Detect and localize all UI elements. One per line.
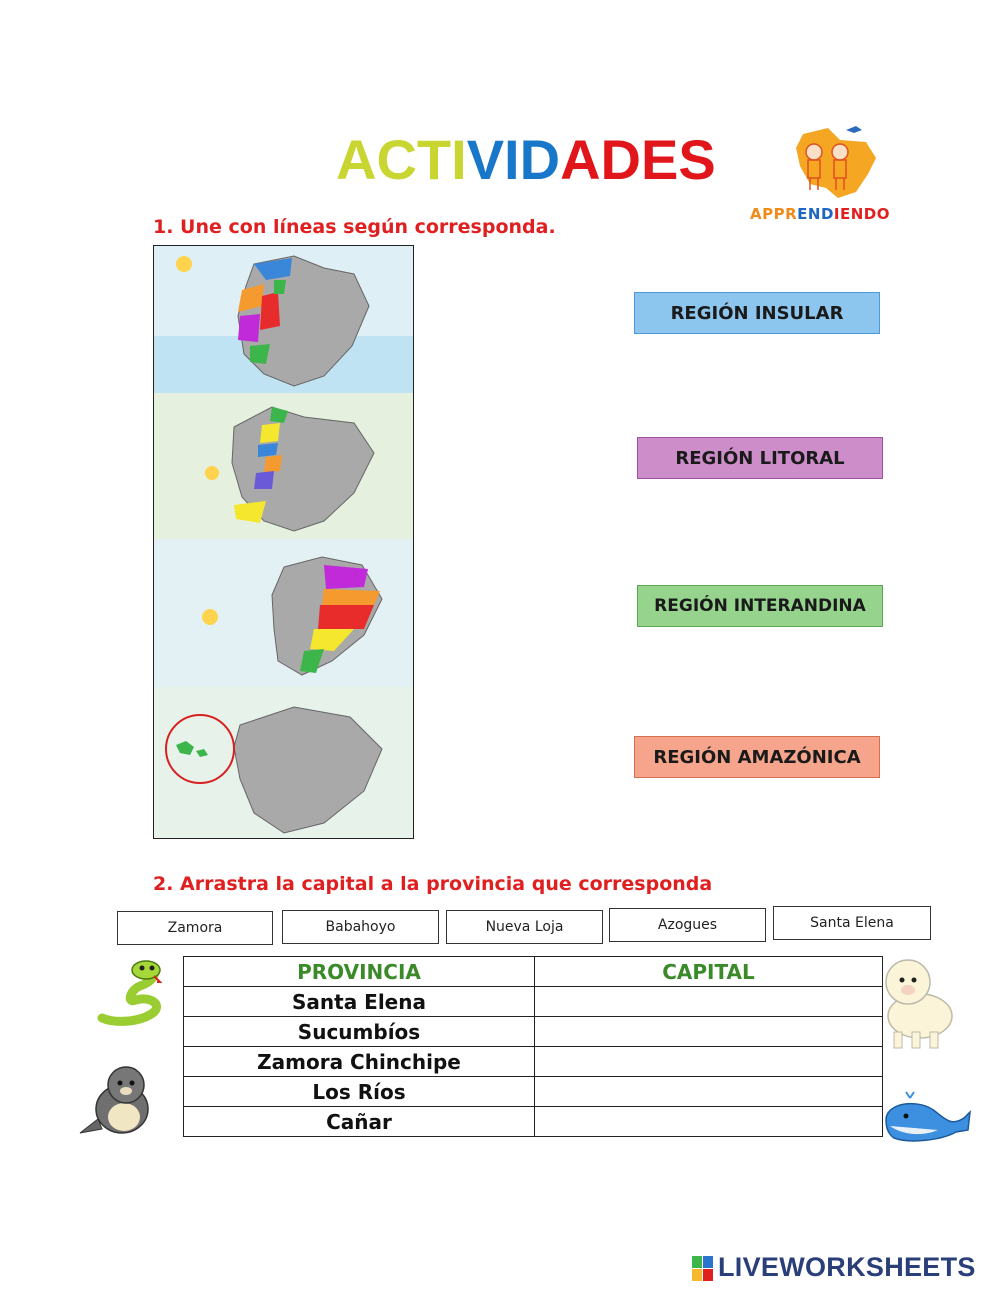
capital-drop-zone[interactable] <box>535 1047 883 1077</box>
province-capital-table <box>183 956 883 1137</box>
region-interandina-label[interactable]: REGIÓN INTERANDINA <box>637 585 883 627</box>
title-letter: T <box>416 128 452 191</box>
province-cell: Los Ríos <box>184 1077 535 1107</box>
region-litoral-label[interactable]: REGIÓN LITORAL <box>637 437 883 479</box>
activity-1-heading: 1. Une con líneas según corresponda. <box>153 216 556 238</box>
title-letter: I <box>451 128 467 191</box>
title-letter: A <box>336 128 377 191</box>
capital-drop-zone[interactable] <box>535 1107 883 1137</box>
table-row <box>184 1107 883 1137</box>
province-cell: Cañar <box>184 1107 535 1137</box>
logo-wordmark <box>750 205 890 223</box>
title-letter: S <box>678 128 716 191</box>
logo-wordmark-part: APPR <box>750 205 798 223</box>
capital-chip-babahoyo[interactable]: Babahoyo <box>282 910 439 944</box>
map-strip <box>153 245 414 839</box>
title-letter: D <box>600 128 641 191</box>
province-cell: Santa Elena <box>184 987 535 1017</box>
capital-chip-santa-elena[interactable]: Santa Elena <box>773 906 931 940</box>
title-letter: C <box>376 128 417 191</box>
seal-icon <box>76 1063 162 1137</box>
province-cell: Sucumbíos <box>184 1017 535 1047</box>
title-letter: D <box>519 128 561 191</box>
page-title <box>336 122 726 198</box>
logo-wordmark-part: IENDO <box>833 205 891 223</box>
liveworksheets-brand: LIVEWORKSHEETS <box>718 1252 976 1282</box>
logo-wordmark-part: END <box>797 205 834 223</box>
liveworksheets-logo-icon <box>692 1256 714 1282</box>
capital-chip-zamora[interactable]: Zamora <box>117 911 273 945</box>
map-panel-interandina[interactable] <box>154 393 413 540</box>
capital-drop-zone[interactable] <box>535 1017 883 1047</box>
table-row <box>184 1017 883 1047</box>
title-letter: V <box>466 128 505 191</box>
logo-map-icon <box>748 122 928 204</box>
map-panel-insular[interactable] <box>154 687 413 838</box>
table-row <box>184 1077 883 1107</box>
map-panel-amazonica[interactable] <box>154 539 413 688</box>
table-header-row <box>184 957 883 987</box>
header-provincia: PROVINCIA <box>184 957 535 987</box>
table-row <box>184 1047 883 1077</box>
table-row <box>184 987 883 1017</box>
region-insular-label[interactable]: REGIÓN INSULAR <box>634 292 880 334</box>
snake-icon <box>96 960 168 1028</box>
map-panel-litoral[interactable] <box>154 246 413 394</box>
region-amazonica-label[interactable]: REGIÓN AMAZÓNICA <box>634 736 880 778</box>
header-capital: CAPITAL <box>535 957 883 987</box>
province-cell: Zamora Chinchipe <box>184 1047 535 1077</box>
capital-chip-azogues[interactable]: Azogues <box>609 908 766 942</box>
capital-drop-zone[interactable] <box>535 987 883 1017</box>
activity-2-heading: 2. Arrastra la capital a la provincia que corresponda <box>153 873 713 895</box>
title-letter: E <box>640 128 679 191</box>
llama-icon <box>880 952 960 1052</box>
capital-chip-nueva-loja[interactable]: Nueva Loja <box>446 910 603 944</box>
whale-icon <box>880 1090 974 1146</box>
capital-drop-zone[interactable] <box>535 1077 883 1107</box>
title-letter: A <box>560 128 601 191</box>
title-letter: I <box>504 128 520 191</box>
